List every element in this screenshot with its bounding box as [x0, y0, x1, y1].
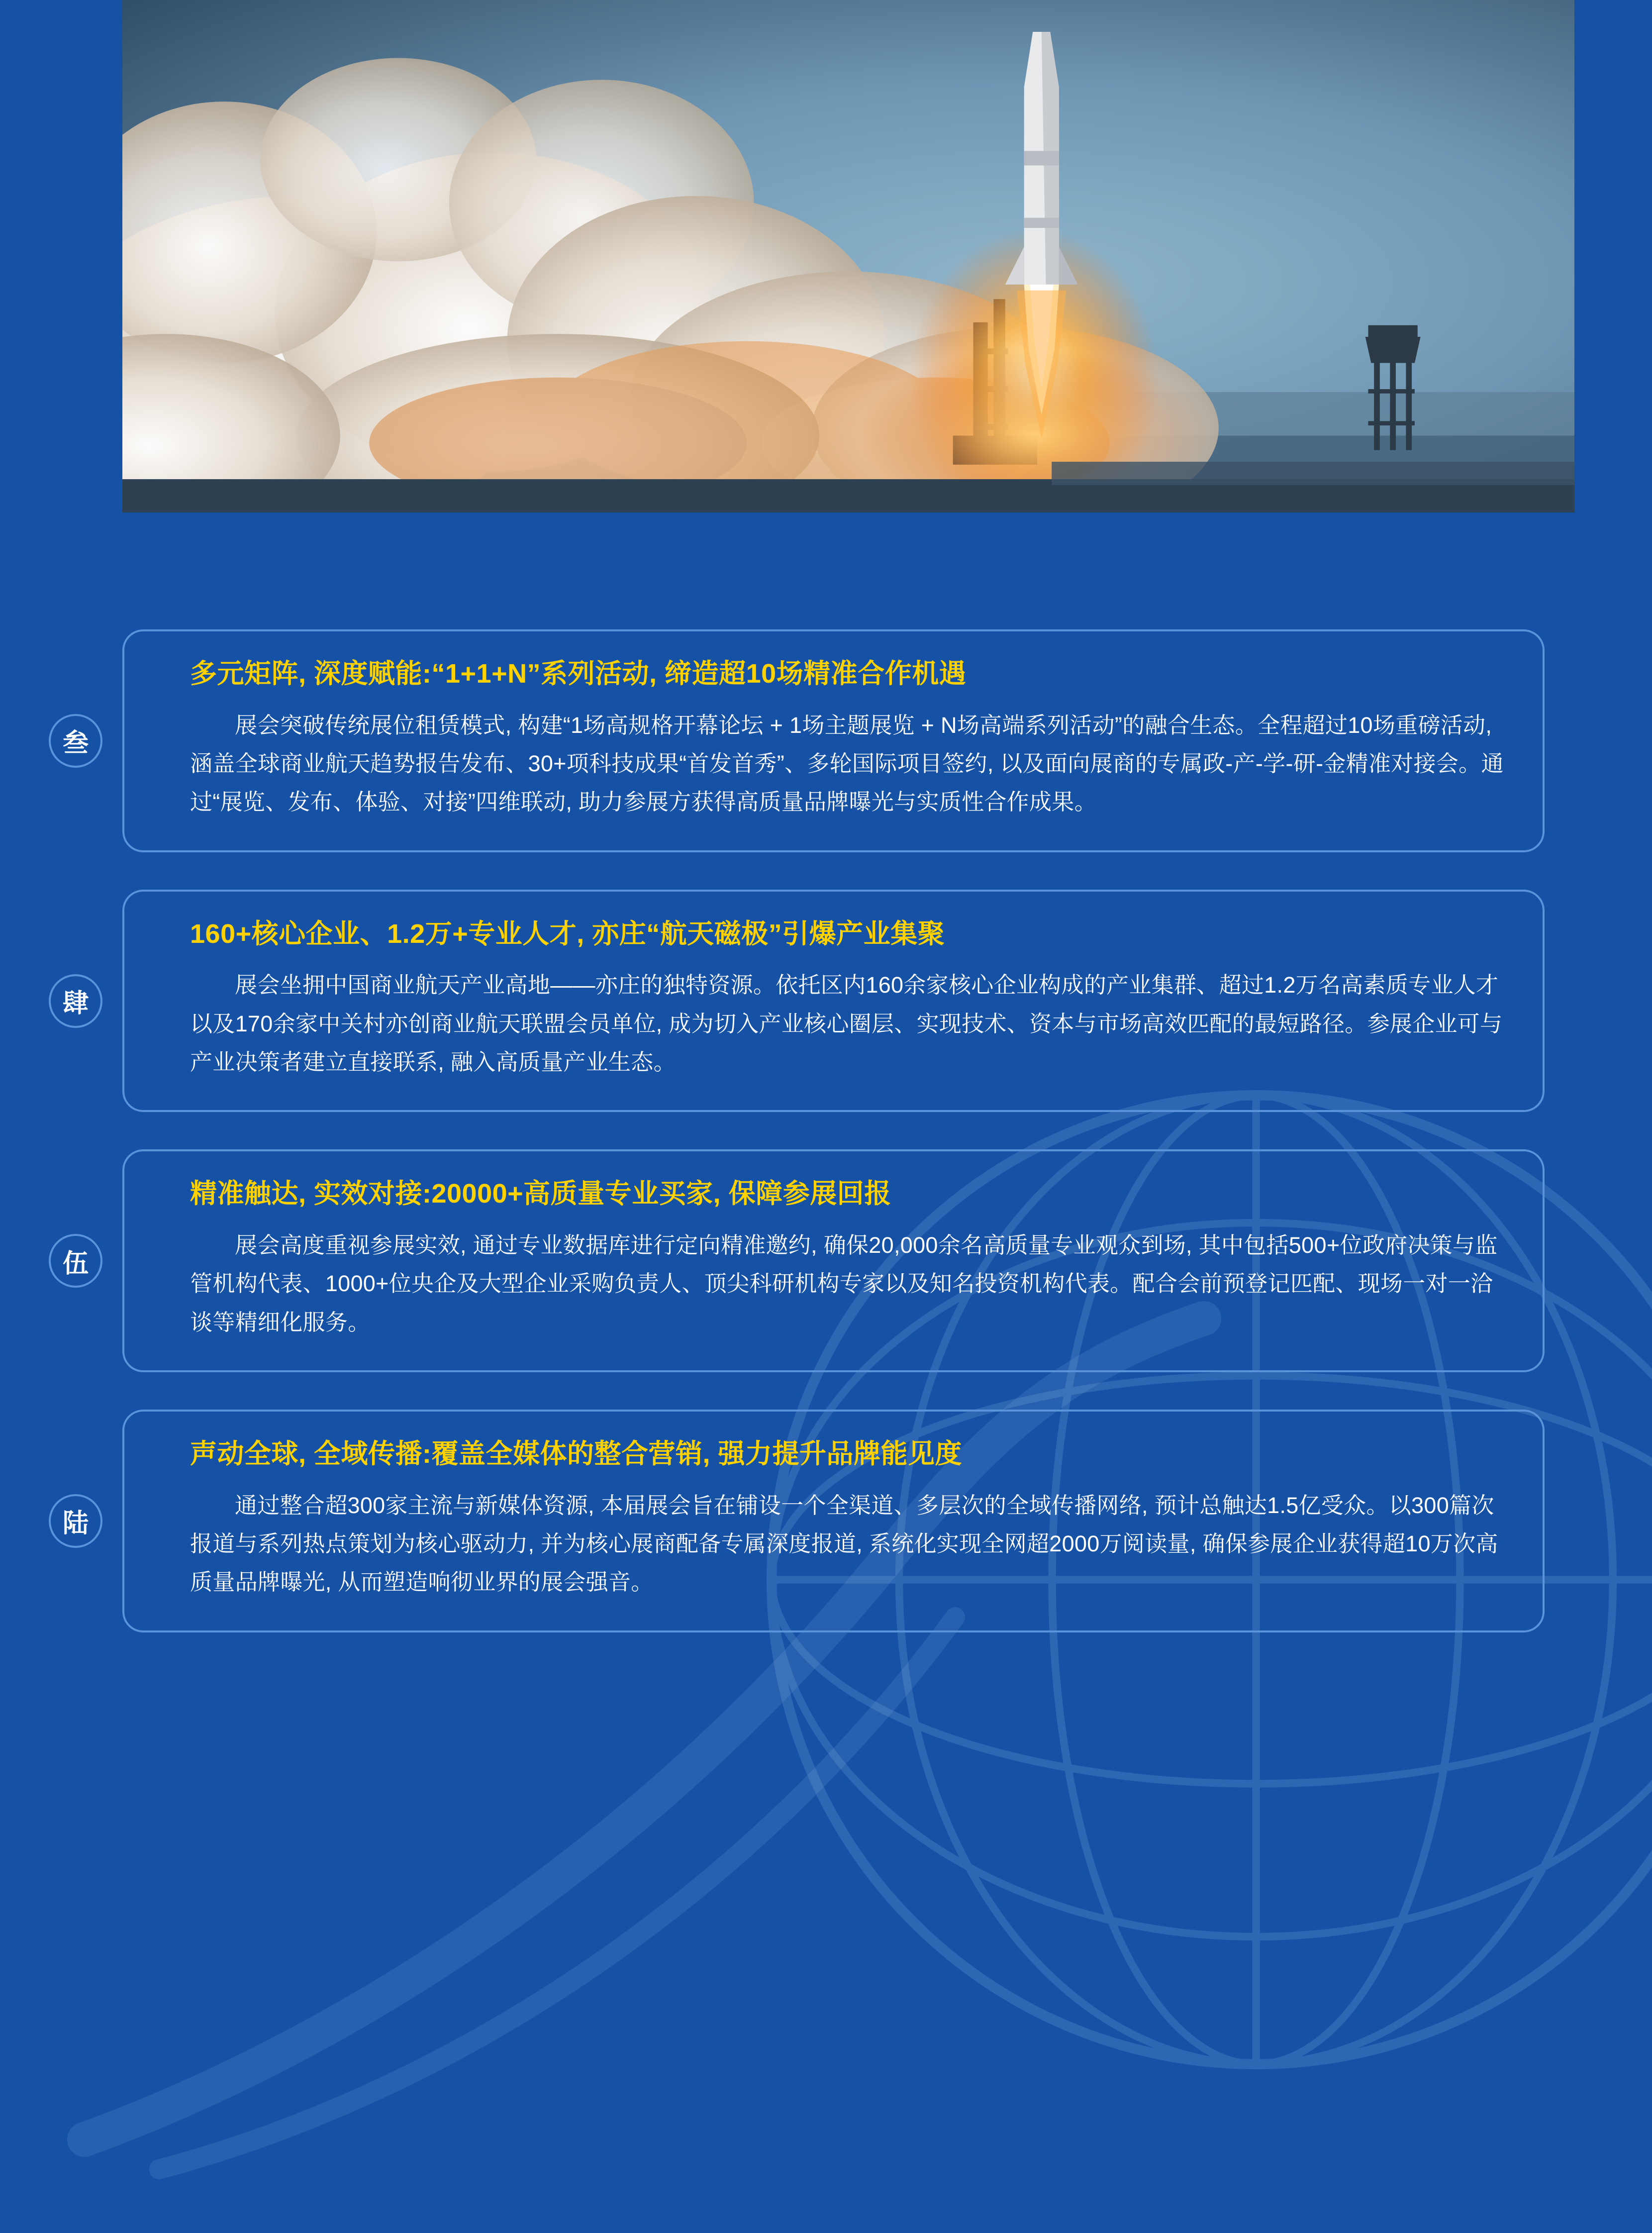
- section-ordinal-4: 肆: [49, 974, 102, 1028]
- section-card-5: [122, 1149, 1545, 1372]
- hero-image: [122, 0, 1574, 512]
- section-title-6: 声动全球, 全域传播:覆盖全媒体的整合营销, 强力提升品牌能见度: [190, 1439, 962, 1469]
- section-card-4: [122, 890, 1545, 1113]
- section-title-3: 多元矩阵, 深度赋能:“1+1+N”系列活动, 缔造超10场精准合作机遇: [190, 659, 967, 689]
- section-row-6: [0, 1410, 1652, 1632]
- section-row-3: [0, 629, 1652, 852]
- section-body-6: 通过整合超300家主流与新媒体资源, 本届展会旨在铺设一个全渠道、多层次的全域传播网络, 预计总触达1.5亿受众。以300篇次报道与系列热点策划为核心驱动力, 并为核心展商配备专属深度报道, 系统化实现全网超2000万阅读量, 确保参展企业获得超10万次高质量品牌曝光, 从而塑造响彻业界的展会强音。: [190, 1492, 1498, 1595]
- section-body-5: 展会高度重视参展实效, 通过专业数据库进行定向精准邀约, 确保20,000余名高质量专业观众到场, 其中包括500+位政府决策与监管机构代表、1000+位央企及大型企业采购负责人、顶尖科研机构专家以及知名投资机构代表。配合会前预登记匹配、现场一对一洽谈等精细化服务。: [190, 1232, 1498, 1335]
- sections-container: [0, 629, 1652, 1670]
- section-body-3: 展会突破传统展位租赁模式, 构建“1场高规格开幕论坛 + 1场主题展览 + N场高端系列活动”的融合生态。全程超过10场重磅活动, 涵盖全球商业航天趋势报告发布、30+项科技成果“首发首秀”、多轮国际项目签约, 以及面向展商的专属政-产-学-研-金精准对接会。通过“展览、发布、体验、对接”四维联动, 助力参展方获得高质量品牌曝光与实质性合作成果。: [190, 712, 1504, 815]
- section-ordinal-3: 叁: [49, 714, 102, 768]
- section-card-6: [122, 1410, 1545, 1632]
- section-title-5: 精准触达, 实效对接:20000+高质量专业买家, 保障参展回报: [190, 1179, 891, 1209]
- section-row-4: [0, 890, 1652, 1113]
- section-ordinal-5: 伍: [49, 1234, 102, 1288]
- section-card-3: [122, 629, 1545, 852]
- section-ordinal-6: 陆: [49, 1494, 102, 1548]
- section-title-4: 160+核心企业、1.2万+专业人才, 亦庄“航天磁极”引爆产业集聚: [190, 918, 945, 949]
- section-row-5: [0, 1149, 1652, 1372]
- section-body-4: 展会坐拥中国商业航天产业高地——亦庄的独特资源。依托区内160余家核心企业构成的产业集群、超过1.2万名高素质专业人才以及170余家中关村亦创商业航天联盟会员单位, 成为切入产业核心圈层、实现技术、资本与市场高效匹配的最短路径。参展企业可与产业决策者建立直接联系, 融入高质量产业生态。: [190, 972, 1503, 1075]
